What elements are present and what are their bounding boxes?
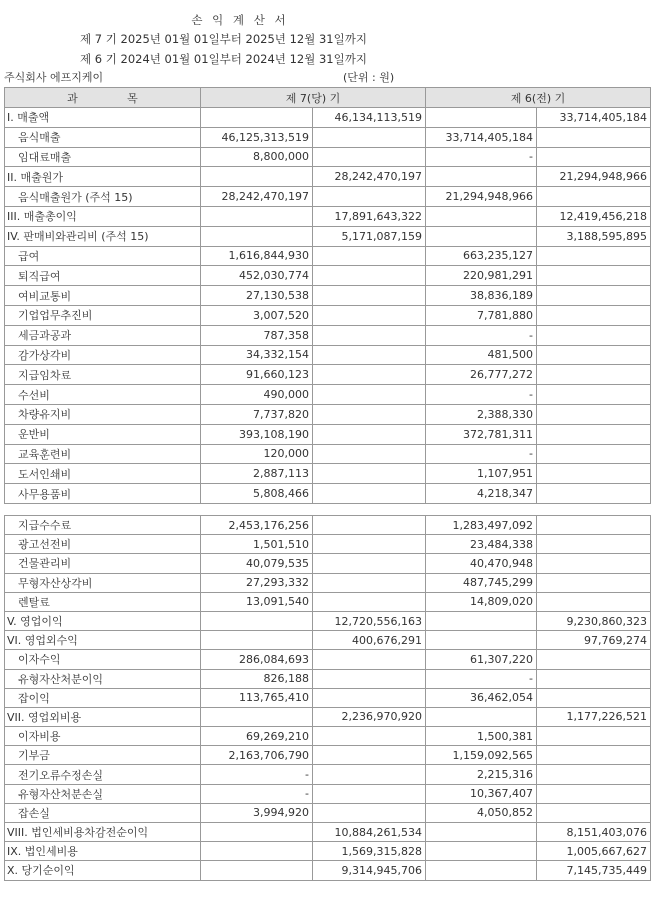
current-total-amount: 46,134,113,519: [313, 108, 426, 128]
current-total-amount: [313, 365, 426, 385]
prior-detail-amount: [426, 842, 537, 861]
current-total-amount: [313, 535, 426, 554]
current-detail-amount: [201, 206, 313, 226]
table-row: [5, 746, 651, 765]
account-label: II. 매출원가: [5, 167, 201, 187]
account-label: 임대료매출: [5, 147, 201, 167]
company-name: 주식회사 에프지케이: [4, 71, 104, 84]
current-detail-amount: 91,660,123: [201, 365, 313, 385]
current-total-amount: 10,884,261,534: [313, 823, 426, 842]
table-row: [5, 784, 651, 803]
income-statement-table-part1: [4, 87, 651, 504]
prior-detail-amount: -: [426, 385, 537, 405]
prior-total-amount: [537, 424, 651, 444]
prior-detail-amount: 481,500: [426, 345, 537, 365]
current-total-amount: [313, 688, 426, 707]
prior-detail-amount: 33,714,405,184: [426, 127, 537, 147]
table-row: [5, 592, 651, 611]
table-row: [5, 187, 651, 207]
account-label: 급여: [5, 246, 201, 266]
prior-total-amount: [537, 592, 651, 611]
current-total-amount: [313, 286, 426, 306]
current-detail-amount: -: [201, 765, 313, 784]
prior-total-amount: 7,145,735,449: [537, 861, 651, 880]
period-current: 제 7 기 2025년 01월 01일부터 2025년 12월 31일까지: [80, 32, 367, 46]
prior-detail-amount: [426, 108, 537, 128]
current-detail-amount: 2,887,113: [201, 464, 313, 484]
table-row: [5, 535, 651, 554]
table-row: [5, 147, 651, 167]
prior-total-amount: [537, 650, 651, 669]
account-label: 여비교통비: [5, 286, 201, 306]
current-detail-amount: [201, 842, 313, 861]
table-body-part2: [5, 516, 651, 881]
current-total-amount: [313, 444, 426, 464]
prior-detail-amount: [426, 167, 537, 187]
current-detail-amount: 27,293,332: [201, 573, 313, 592]
account-label: V. 영업이익: [5, 611, 201, 630]
prior-total-amount: [537, 516, 651, 535]
current-detail-amount: 3,994,920: [201, 803, 313, 822]
header-account-b: 목: [127, 91, 138, 105]
prior-total-amount: [537, 746, 651, 765]
prior-total-amount: [537, 187, 651, 207]
current-detail-amount: 40,079,535: [201, 554, 313, 573]
prior-total-amount: 3,188,595,895: [537, 226, 651, 246]
table-row: [5, 127, 651, 147]
prior-detail-amount: -: [426, 325, 537, 345]
prior-total-amount: [537, 246, 651, 266]
table-row: [5, 385, 651, 405]
account-label: 음식매출원가 (주석 15): [5, 187, 201, 207]
current-total-amount: 5,171,087,159: [313, 226, 426, 246]
prior-detail-amount: [426, 226, 537, 246]
prior-total-amount: [537, 305, 651, 325]
table-row: [5, 823, 651, 842]
current-total-amount: [313, 345, 426, 365]
prior-detail-amount: -: [426, 147, 537, 167]
current-total-amount: [313, 765, 426, 784]
prior-total-amount: [537, 573, 651, 592]
account-label: 운반비: [5, 424, 201, 444]
current-detail-amount: [201, 226, 313, 246]
prior-total-amount: [537, 345, 651, 365]
prior-total-amount: [537, 784, 651, 803]
prior-detail-amount: 61,307,220: [426, 650, 537, 669]
prior-total-amount: 97,769,274: [537, 631, 651, 650]
prior-total-amount: [537, 803, 651, 822]
prior-total-amount: 1,177,226,521: [537, 707, 651, 726]
table-row: [5, 842, 651, 861]
prior-total-amount: [537, 147, 651, 167]
account-label: VI. 영업외수익: [5, 631, 201, 650]
table-row: [5, 611, 651, 630]
header-prior-period: 제 6(전) 기: [426, 88, 651, 108]
table-row: [5, 345, 651, 365]
table-body-part1: [5, 108, 651, 504]
prior-detail-amount: 36,462,054: [426, 688, 537, 707]
current-total-amount: 12,720,556,163: [313, 611, 426, 630]
current-detail-amount: 3,007,520: [201, 305, 313, 325]
current-total-amount: [313, 404, 426, 424]
account-label: 광고선전비: [5, 535, 201, 554]
table-row: [5, 669, 651, 688]
prior-total-amount: [537, 669, 651, 688]
prior-detail-amount: 1,283,497,092: [426, 516, 537, 535]
table-row: [5, 305, 651, 325]
account-label: 감가상각비: [5, 345, 201, 365]
prior-detail-amount: 38,836,189: [426, 286, 537, 306]
current-total-amount: [313, 266, 426, 286]
account-label: 기업업무추진비: [5, 305, 201, 325]
account-label: 유형자산처분이익: [5, 669, 201, 688]
current-detail-amount: 286,084,693: [201, 650, 313, 669]
account-label: 렌탈료: [5, 592, 201, 611]
current-total-amount: [313, 385, 426, 405]
current-detail-amount: [201, 611, 313, 630]
table-row: [5, 803, 651, 822]
account-label: VIII. 법인세비용차감전순이익: [5, 823, 201, 842]
prior-total-amount: 8,151,403,076: [537, 823, 651, 842]
table-row: [5, 631, 651, 650]
current-total-amount: [313, 516, 426, 535]
prior-detail-amount: [426, 707, 537, 726]
table-row: [5, 108, 651, 128]
income-statement-table-part2: [4, 515, 651, 881]
table-row: [5, 516, 651, 535]
prior-detail-amount: -: [426, 669, 537, 688]
table-row: [5, 404, 651, 424]
prior-detail-amount: 2,215,316: [426, 765, 537, 784]
table-row: [5, 266, 651, 286]
account-label: 도서인쇄비: [5, 464, 201, 484]
current-total-amount: [313, 803, 426, 822]
current-detail-amount: [201, 108, 313, 128]
prior-total-amount: [537, 765, 651, 784]
account-label: 잡손실: [5, 803, 201, 822]
prior-total-amount: [537, 365, 651, 385]
statement-title: 손 익 계 산 서: [191, 13, 289, 27]
table-row: [5, 365, 651, 385]
current-detail-amount: [201, 631, 313, 650]
prior-detail-amount: 26,777,272: [426, 365, 537, 385]
prior-detail-amount: 40,470,948: [426, 554, 537, 573]
account-label: 수선비: [5, 385, 201, 405]
current-total-amount: 28,242,470,197: [313, 167, 426, 187]
unit-label: (단위 : 원): [343, 71, 395, 84]
current-total-amount: [313, 147, 426, 167]
prior-total-amount: [537, 554, 651, 573]
prior-detail-amount: 21,294,948,966: [426, 187, 537, 207]
prior-detail-amount: -: [426, 444, 537, 464]
prior-detail-amount: [426, 823, 537, 842]
current-detail-amount: 13,091,540: [201, 592, 313, 611]
table-row: [5, 765, 651, 784]
prior-detail-amount: 372,781,311: [426, 424, 537, 444]
current-detail-amount: 787,358: [201, 325, 313, 345]
prior-detail-amount: 1,500,381: [426, 727, 537, 746]
prior-detail-amount: [426, 206, 537, 226]
account-label: 차량유지비: [5, 404, 201, 424]
prior-detail-amount: 10,367,407: [426, 784, 537, 803]
account-label: 이자비용: [5, 727, 201, 746]
current-detail-amount: 1,616,844,930: [201, 246, 313, 266]
current-total-amount: 9,314,945,706: [313, 861, 426, 880]
current-detail-amount: 826,188: [201, 669, 313, 688]
current-total-amount: 1,569,315,828: [313, 842, 426, 861]
prior-total-amount: 1,005,667,627: [537, 842, 651, 861]
table-row: [5, 226, 651, 246]
account-label: 유형자산처분손실: [5, 784, 201, 803]
current-total-amount: [313, 669, 426, 688]
prior-total-amount: [537, 286, 651, 306]
account-label: IV. 판매비와관리비 (주석 15): [5, 226, 201, 246]
prior-total-amount: [537, 727, 651, 746]
current-total-amount: [313, 424, 426, 444]
current-total-amount: [313, 592, 426, 611]
prior-total-amount: [537, 127, 651, 147]
prior-detail-amount: 663,235,127: [426, 246, 537, 266]
current-total-amount: [313, 246, 426, 266]
account-label: 교육훈련비: [5, 444, 201, 464]
current-detail-amount: 393,108,190: [201, 424, 313, 444]
account-label: 퇴직급여: [5, 266, 201, 286]
current-detail-amount: 8,800,000: [201, 147, 313, 167]
account-label: 건물관리비: [5, 554, 201, 573]
account-label: 기부금: [5, 746, 201, 765]
account-label: I. 매출액: [5, 108, 201, 128]
current-total-amount: [313, 573, 426, 592]
current-detail-amount: 28,242,470,197: [201, 187, 313, 207]
table-row: [5, 206, 651, 226]
prior-detail-amount: 1,159,092,565: [426, 746, 537, 765]
current-detail-amount: 2,453,176,256: [201, 516, 313, 535]
current-detail-amount: 27,130,538: [201, 286, 313, 306]
current-total-amount: 17,891,643,322: [313, 206, 426, 226]
period-prior: 제 6 기 2024년 01월 01일부터 2024년 12월 31일까지: [80, 52, 367, 66]
header-current-period: 제 7(당) 기: [201, 88, 426, 108]
current-detail-amount: 7,737,820: [201, 404, 313, 424]
current-total-amount: [313, 746, 426, 765]
prior-total-amount: [537, 688, 651, 707]
current-total-amount: [313, 305, 426, 325]
prior-total-amount: [537, 404, 651, 424]
prior-total-amount: [537, 385, 651, 405]
account-label: 음식매출: [5, 127, 201, 147]
account-label: 세금과공과: [5, 325, 201, 345]
account-label: X. 당기순이익: [5, 861, 201, 880]
current-detail-amount: 1,501,510: [201, 535, 313, 554]
prior-total-amount: [537, 535, 651, 554]
current-detail-amount: [201, 861, 313, 880]
prior-detail-amount: 487,745,299: [426, 573, 537, 592]
account-label: 사무용품비: [5, 484, 201, 504]
current-detail-amount: 5,808,466: [201, 484, 313, 504]
table-row: [5, 707, 651, 726]
current-total-amount: [313, 727, 426, 746]
table-row: [5, 325, 651, 345]
current-total-amount: [313, 554, 426, 573]
prior-total-amount: 21,294,948,966: [537, 167, 651, 187]
current-detail-amount: [201, 707, 313, 726]
current-total-amount: [313, 325, 426, 345]
table-row: [5, 167, 651, 187]
prior-total-amount: [537, 464, 651, 484]
table-row: [5, 650, 651, 669]
current-total-amount: [313, 650, 426, 669]
table-row: [5, 246, 651, 266]
prior-detail-amount: 1,107,951: [426, 464, 537, 484]
prior-total-amount: [537, 444, 651, 464]
prior-total-amount: 9,230,860,323: [537, 611, 651, 630]
table-row: [5, 554, 651, 573]
prior-detail-amount: 4,218,347: [426, 484, 537, 504]
account-label: IX. 법인세비용: [5, 842, 201, 861]
current-detail-amount: -: [201, 784, 313, 803]
account-label: 이자수익: [5, 650, 201, 669]
prior-total-amount: [537, 266, 651, 286]
current-detail-amount: 2,163,706,790: [201, 746, 313, 765]
table-row: [5, 573, 651, 592]
table-header-row: [5, 88, 651, 108]
current-detail-amount: 452,030,774: [201, 266, 313, 286]
current-detail-amount: 113,765,410: [201, 688, 313, 707]
prior-detail-amount: 23,484,338: [426, 535, 537, 554]
current-detail-amount: 490,000: [201, 385, 313, 405]
prior-detail-amount: [426, 611, 537, 630]
current-total-amount: [313, 464, 426, 484]
table-row: [5, 688, 651, 707]
table-row: [5, 484, 651, 504]
current-detail-amount: 46,125,313,519: [201, 127, 313, 147]
prior-total-amount: [537, 325, 651, 345]
table-row: [5, 861, 651, 880]
current-detail-amount: 34,332,154: [201, 345, 313, 365]
account-label: 전기오류수정손실: [5, 765, 201, 784]
table-row: [5, 444, 651, 464]
table-row: [5, 286, 651, 306]
current-detail-amount: 120,000: [201, 444, 313, 464]
current-total-amount: [313, 187, 426, 207]
current-total-amount: [313, 784, 426, 803]
prior-total-amount: [537, 484, 651, 504]
prior-detail-amount: 4,050,852: [426, 803, 537, 822]
current-total-amount: [313, 484, 426, 504]
current-detail-amount: [201, 823, 313, 842]
prior-total-amount: 33,714,405,184: [537, 108, 651, 128]
current-detail-amount: 69,269,210: [201, 727, 313, 746]
prior-detail-amount: 2,388,330: [426, 404, 537, 424]
table-row: [5, 727, 651, 746]
current-detail-amount: [201, 167, 313, 187]
current-total-amount: 400,676,291: [313, 631, 426, 650]
prior-detail-amount: 7,781,880: [426, 305, 537, 325]
prior-detail-amount: 220,981,291: [426, 266, 537, 286]
table-row: [5, 464, 651, 484]
account-label: 무형자산상각비: [5, 573, 201, 592]
account-label: 지급임차료: [5, 365, 201, 385]
current-total-amount: [313, 127, 426, 147]
account-label: III. 매출총이익: [5, 206, 201, 226]
current-total-amount: 2,236,970,920: [313, 707, 426, 726]
account-label: 지급수수료: [5, 516, 201, 535]
header-account: [5, 88, 201, 108]
table-row: [5, 424, 651, 444]
prior-detail-amount: 14,809,020: [426, 592, 537, 611]
account-label: VII. 영업외비용: [5, 707, 201, 726]
prior-detail-amount: [426, 631, 537, 650]
prior-total-amount: 12,419,456,218: [537, 206, 651, 226]
prior-detail-amount: [426, 861, 537, 880]
header-account-a: 과: [67, 91, 78, 105]
account-label: 잡이익: [5, 688, 201, 707]
